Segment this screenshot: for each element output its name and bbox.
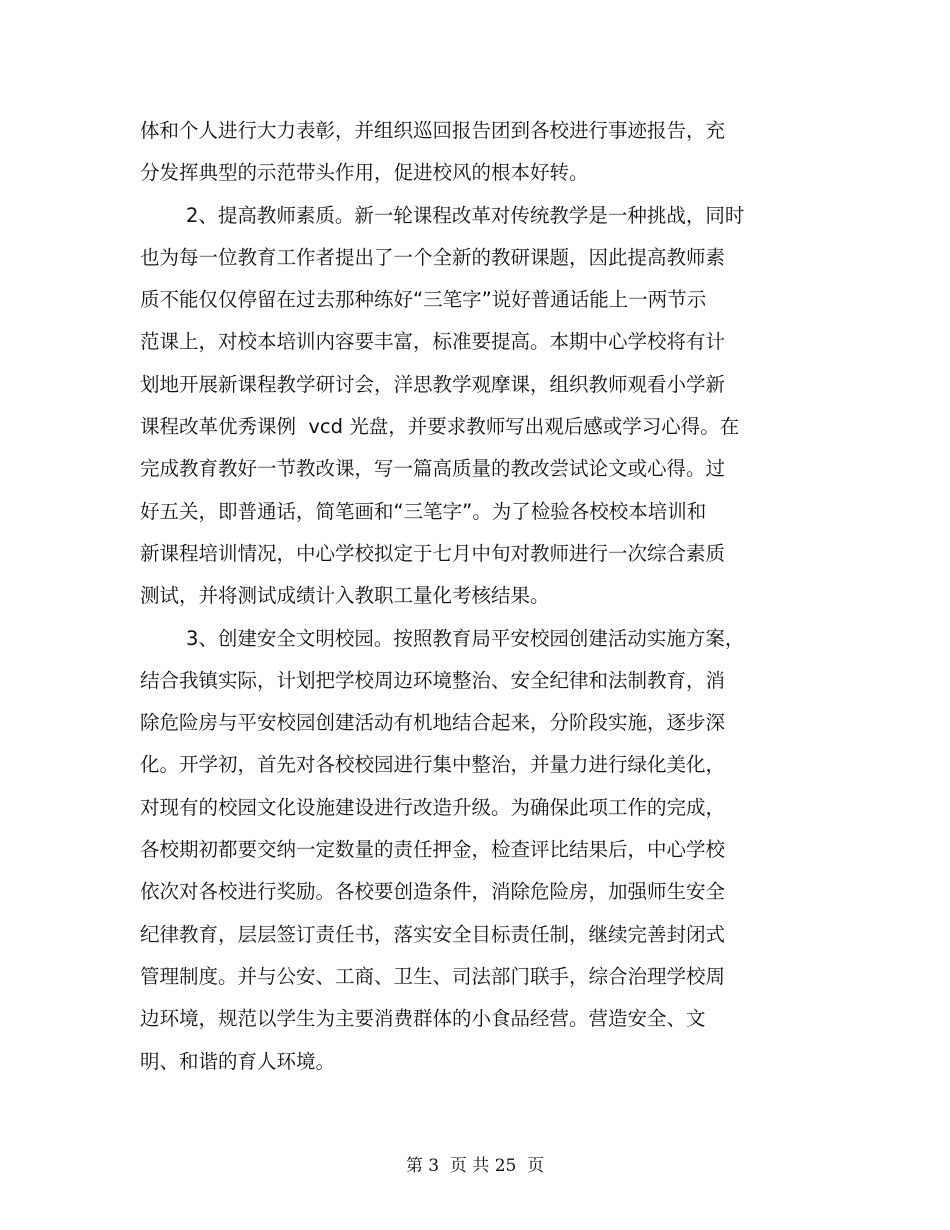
- text-line: 质不能仅仅停留在过去那种练好“三笔字”说好普通话能上一两节示: [140, 288, 707, 312]
- text-line: 除危险房与平安校园创建活动有机地结合起来，分阶段实施，逐步深: [140, 711, 726, 735]
- text-line: 测试，并将测试成绩计入教职工量化考核结果。: [140, 584, 550, 608]
- text-line: 管理制度。并与公安、工商、卫生、司法部门联手，综合治理学校周: [140, 964, 726, 988]
- text-line: 好五关，即普通话，简笔画和“三笔字”。为了检验各校校本培训和: [140, 499, 707, 523]
- text-line: 分发挥典型的示范带头作用，促进校风的根本好转。: [140, 161, 589, 185]
- text-line: 划地开展新课程教学研讨会，洋思教学观摩课，组织教师观看小学新: [140, 372, 726, 396]
- text-line: 各校期初都要交纳一定数量的责任押金，检查评比结果后，中心学校: [140, 838, 726, 862]
- text-line: 明、和谐的育人环境。: [140, 1049, 336, 1073]
- section-heading-line: 3、创建安全文明校园。按照教育局平安校园创建活动实施方案，: [186, 626, 745, 650]
- text-line: 课程改革优秀课例 vcd 光盘，并要求教师写出观后感或学习心得。在: [140, 415, 740, 439]
- text-line: 化。开学初，首先对各校校园进行集中整治，并量力进行绿化美化，: [140, 753, 726, 777]
- text-line: 范课上，对校本培训内容要丰富，标准要提高。本期中心学校将有计: [140, 330, 726, 354]
- text-line: 新课程培训情况，中心学校拟定于七月中旬对教师进行一次综合素质: [140, 541, 726, 565]
- text-line: 也为每一位教育工作者提出了一个全新的教研课题，因此提高教师素: [140, 245, 726, 269]
- text-line: 依次对各校进行奖励。各校要创造条件，消除危险房，加强师生安全: [140, 880, 726, 904]
- text-line: 体和个人进行大力表彰，并组织巡回报告团到各校进行事迹报告，充: [140, 119, 726, 142]
- text-line: 完成教育教好一节教改课，写一篇高质量的教改尝试论文或心得。过: [140, 457, 726, 481]
- text-line: 纪律教育，层层签订责任书，落实安全目标责任制，继续完善封闭式: [140, 922, 726, 946]
- text-line: 对现有的校园文化设施建设进行改造升级。为确保此项工作的完成，: [140, 795, 726, 819]
- text-line: 结合我镇实际，计划把学校周边环境整治、安全纪律和法制教育，消: [140, 668, 726, 692]
- text-line: 边环境，规范以学生为主要消费群体的小食品经营。营造安全、文: [140, 1007, 706, 1031]
- body-text: [140, 110, 790, 1083]
- section-heading-line: 2、提高教师素质。新一轮课程改革对传统教学是一种挑战，同时: [186, 203, 745, 227]
- page-number-footer: 第 3 页 共 25 页: [405, 1156, 545, 1176]
